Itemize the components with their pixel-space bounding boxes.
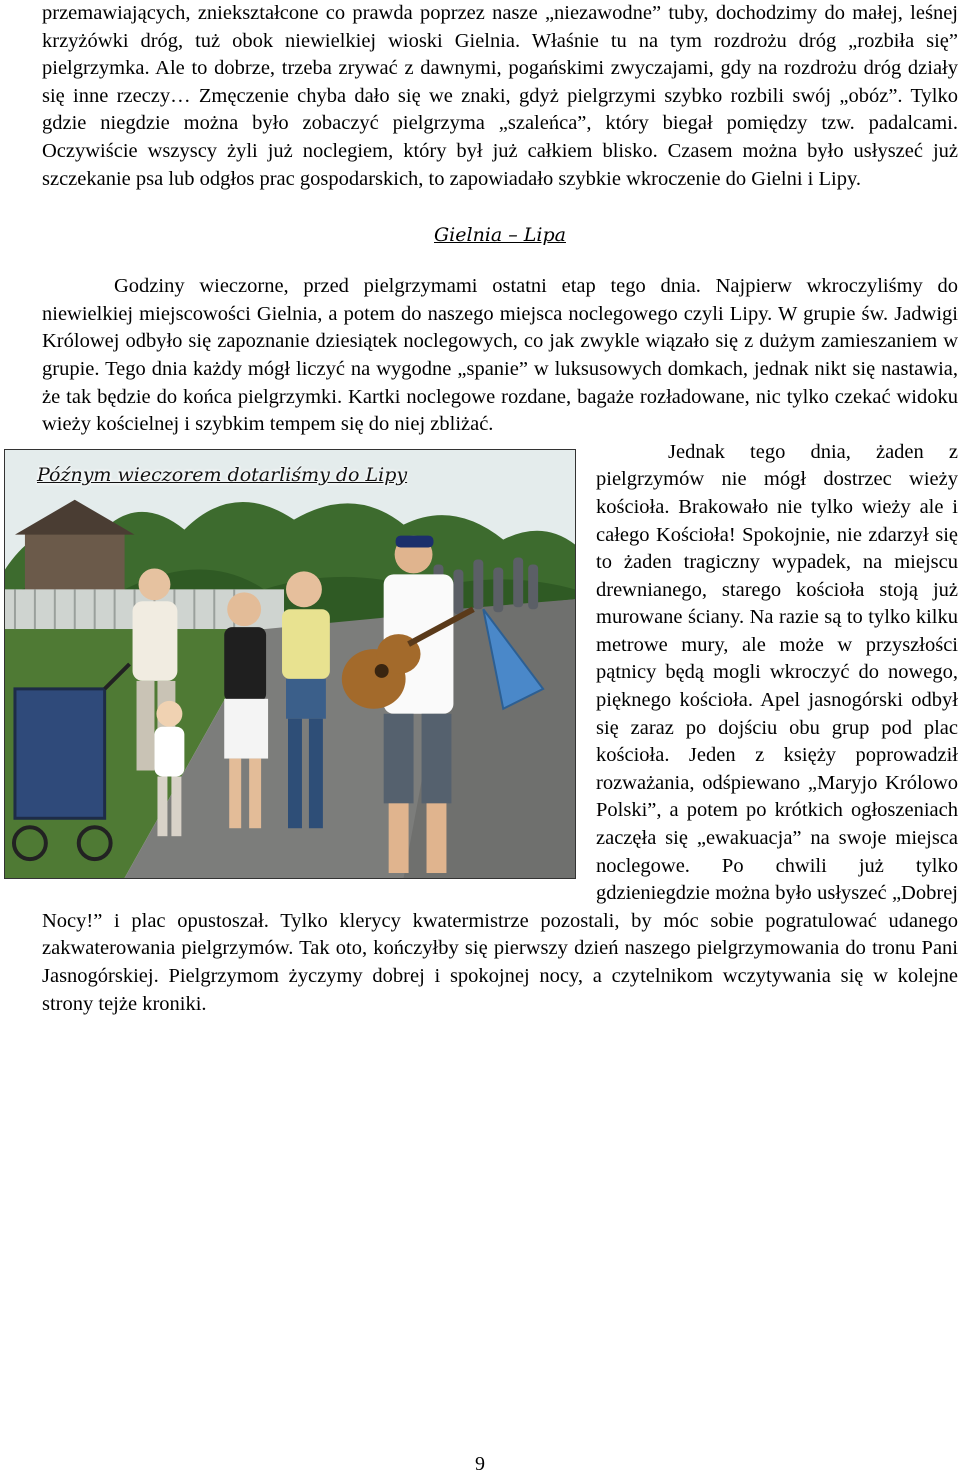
photo-illustration (5, 450, 575, 878)
paragraph-evening: Godziny wieczorne, przed pielgrzymami ostatni etap tego dnia. Najpierw wkroczyliśmy do niewielkiej miejscowości Gielnia, a potem do naszego miejsca noclegowego czyli Lipy. W grupie św. Jadwigi Królowej odbyło się zapoznanie dziesiątek noclegowych, co jak zwykle wiązało się z dużym zamieszaniem w grupie. Tego dnia każdy mógł liczyć na wygodne „spanie” w luksusowych domkach, jednak nikt się nastawia, że tak będzie do końca pielgrzymki. Kartki noclegowe rozdane, bagaże rozładowane, nic tylko czekać widoku wieży kościelnej i szybkim tempem się do niej zbliżać. (42, 275, 958, 436)
pilgrims-photo (4, 449, 576, 879)
document-page (37, 0, 958, 1018)
section-heading: Gielnia – Lipa (434, 224, 566, 247)
page-number: 9 (475, 1453, 485, 1475)
photo-caption: Późnym wieczorem dotarliśmy do Lipy (37, 463, 408, 486)
paragraph-intro: przemawiających, zniekształcone co prawda poprzez nasze „niezawodne” tuby, dochodzimy do małej, leśnej krzyżówki dróg, tuż obok niewielkiej wioski Gielnia. Właśnie tu na tym rozdrożu dróg „rozbiła się” pielgrzymka. Ale to dobrze, trzeba zrywać z dawnymi, pogańskimi zwyczajami, gdy na rozdrożu dróg działy się inne rzeczy… Zmęczenie chyba dało się we znaki, gdyż pielgrzymi szybko rozbili swój „obóz”. Tylko gdzie niegdzie można było zobaczyć pielgrzyma „szaleńca”, który biegał pomiędzy tzw. padalcami. Oczywiście wszyscy żyli już noclegiem, który był już całkiem blisko. Czasem można było usłyszeć już szczekanie psa lub odgłos prac gospodarskich, to zapowiadało szybkie wkroczenie do Gielni i Lipy. (42, 2, 958, 190)
paragraph-church: Jednak tego dnia, żaden z pielgrzymów nie mógł dostrzec wieży kościoła. Brakowało nie tylko wieży ale i całego Kościoła! Spokojnie, nie zdarzył się to żaden tragiczny wypadek, na miejscu drewnianego, starego kościoła stoją już murowane ściany. Na razie są to tylko kilku metrowe mury, ale może w przyszłości pątnicy będą mogli wkroczyć do nowego, pięknego kościoła. Apel jasnogórski odbył się zaraz po dojściu obu grup pod plac kościoła. Jeden z księży poprowadził rozważania, odśpiewano „Maryjo Królowo Polski”, a potem po krótkich ogłoszeniach zaczęła się „ewakuacja” na swoje miejsca noclegowe. Po chwili już tylko gdzieniegdzie można było usłyszeć „Dobrej Nocy!” i plac opustoszał. Tylko klerycy kwatermistrze pozostali, by móc sobie pogratulować udanego zakwaterowania pielgrzymów. Tak oto, kończyłby się pierwszy dzień naszego pielgrzymowania do tronu Pani Jasnogórskiej. Pielgrzymom życzymy dobrej i spokojnej nocy, a czytelnikom wczytywania się w kolejne strony tejże kroniki. (42, 440, 958, 1015)
